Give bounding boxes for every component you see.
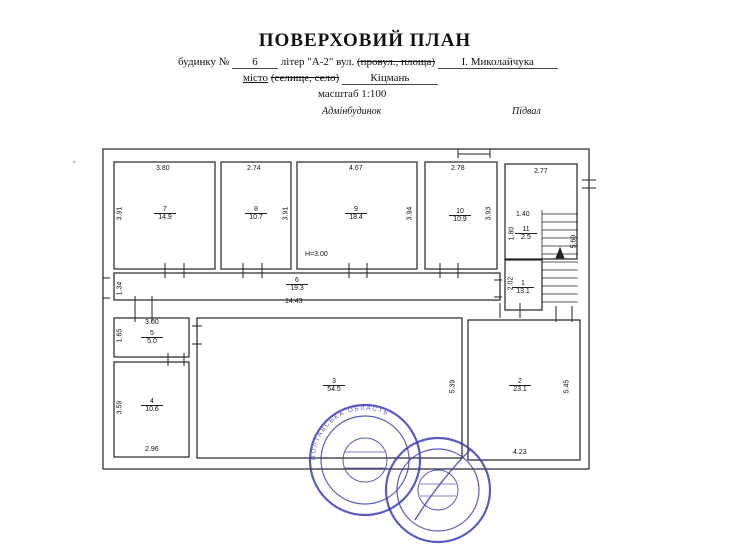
liter-label: літер " (280, 56, 312, 68)
dim-label: 3.59 (116, 400, 124, 415)
dim-label: 4.23 (513, 449, 527, 456)
room-label-10: 10 10.9 (449, 208, 471, 223)
room-label-6: 6 19.3 (286, 277, 308, 292)
level-label: Підвал (512, 106, 541, 117)
dim-label: 3.91 (116, 206, 124, 221)
svg-text:≠: ≠ (73, 159, 76, 164)
dim-label: 3.93 (485, 206, 493, 221)
dim-label: 3.94 (406, 206, 414, 221)
stamp-left (310, 405, 420, 515)
plan-title: ПОВЕРХОВИЙ ПЛАН (258, 30, 472, 51)
room-label-2: 2 23.1 (509, 378, 531, 393)
room-label-9: 9 18.4 (345, 206, 367, 221)
dim-label: 5.69 (570, 234, 578, 249)
room-label-8: 8 10.7 (245, 206, 267, 221)
dim-label: 4.67 (349, 165, 363, 172)
dim-label: 2.74 (247, 165, 261, 172)
dim-label: 1.34 (116, 281, 124, 296)
scale-label: масштаб 1:100 (318, 88, 387, 100)
stamp-right (386, 438, 490, 542)
room-label-4: 4 10.6 (141, 398, 163, 413)
ceiling-height-label: H=3.00 (305, 251, 328, 258)
house-label: будинку № (178, 56, 230, 68)
svg-text:ПОЛТАВСЬКА ОБЛАСТЬ: ПОЛТАВСЬКА ОБЛАСТЬ (309, 404, 391, 461)
street-type-struck: (провул., площа) (356, 56, 435, 68)
dim-label: 2.02 (507, 276, 515, 291)
city-label: місто (243, 72, 269, 84)
room-label-7: 7 14.9 (154, 206, 176, 221)
building-label: Адмінбудинок (322, 106, 382, 117)
room-label-3: 3 54.5 (323, 378, 345, 393)
dim-label: 2.96 (145, 446, 159, 453)
city-type-struck: (селище, село) (270, 72, 340, 84)
dim-label: 3.80 (156, 165, 170, 172)
dim-label: 1.80 (508, 226, 516, 241)
dim-label: 1.40 (516, 211, 530, 218)
street-name: І. Миколайчука (438, 56, 558, 69)
dim-label: 1.65 (116, 328, 124, 343)
dim-label: 2.78 (451, 165, 465, 172)
liter-value: А-2 (311, 56, 329, 68)
room-label-5: 5 5.0 (141, 330, 163, 345)
dim-label: 2.77 (534, 168, 548, 175)
dim-label: 3.91 (282, 206, 290, 221)
house-number: 6 (232, 56, 278, 69)
dim-label: 5.45 (563, 379, 571, 394)
dim-label: 5.39 (449, 379, 457, 394)
dim-label: 14.43 (285, 298, 303, 305)
street-label: " вул. (328, 56, 355, 68)
room-label-11: 11 2.5 (515, 226, 537, 241)
room-label-1: 1 13.1 (512, 280, 534, 295)
dim-label: 3.00 (145, 319, 159, 326)
city-name: Кіцмань (342, 72, 438, 85)
